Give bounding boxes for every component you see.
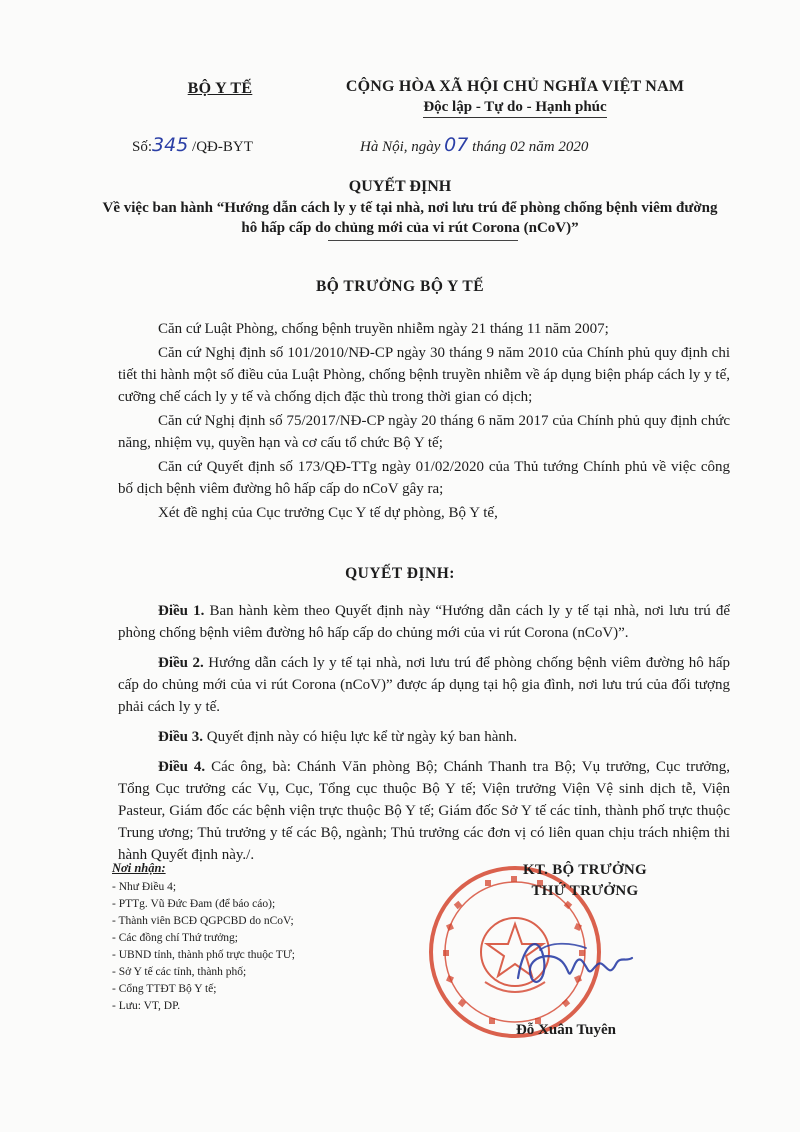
article-label: Điều 3. bbox=[158, 729, 203, 745]
list-item: - PTTg. Vũ Đức Đam (để báo cáo); bbox=[112, 898, 276, 910]
recipients-list bbox=[112, 879, 402, 1015]
list-item: - Cổng TTĐT Bộ Y tế; bbox=[112, 983, 217, 995]
place-date-prefix: Hà Nội, ngày bbox=[360, 139, 441, 155]
signer-role-secondary: THỨ TRƯỞNG bbox=[531, 883, 639, 899]
article-label: Điều 4. bbox=[158, 759, 206, 775]
article-3 bbox=[118, 726, 730, 748]
decide-heading: QUYẾT ĐỊNH: bbox=[345, 565, 455, 582]
recipients-title: Nơi nhận: bbox=[112, 861, 166, 875]
preamble-item: Xét đề nghị của Cục trưởng Cục Y tế dự phòng, Bộ Y tế, bbox=[158, 505, 498, 521]
document-number bbox=[132, 134, 253, 156]
preamble-item: Căn cứ Nghị định số 75/2017/NĐ-CP ngày 20 tháng 6 năm 2017 của Chính phủ quy định chức năng, nhiệm vụ, quyền hạn và cơ cấu tổ chức Bộ Y tế; bbox=[118, 413, 730, 451]
preamble-item: Căn cứ Nghị định số 101/2010/NĐ-CP ngày 30 tháng 9 năm 2010 của Chính phủ quy định chi tiết thi hành một số điều của Luật Phòng, chống bệnh truyền nhiễm về áp dụng biện pháp cách ly y tế, cưỡng chế cách ly y tế và chống dịch đặc thù trong thời gian có dịch; bbox=[118, 345, 730, 405]
signer-name: Đỗ Xuân Tuyên bbox=[515, 1022, 617, 1038]
national-motto: Độc lập - Tự do - Hạnh phúc bbox=[423, 99, 606, 118]
article-text: Các ông, bà: Chánh Văn phòng Bộ; Chánh Thanh tra Bộ; Vụ trưởng, Cục trưởng, Tổng Cục trưởng các Vụ, Cục, Tổng cục thuộc Bộ Y tế; Viện trưởng Viện Vệ sinh dịch tễ, Viện Pasteur, Giám đốc các bệnh viện trực thuộc Bộ Y tế; Giám đốc Sở Y tế các tỉnh, thành phố trực thuộc Trung ương; Thủ trưởng y tế các Bộ, ngành; Thủ trưởng các đơn vị có liên quan chịu trách nhiệm thi hành Quyết định này./. bbox=[118, 759, 731, 863]
preamble-item: Căn cứ Quyết định số 173/QĐ-TTg ngày 01/02/2020 của Thủ tướng Chính phủ về việc công bố dịch bệnh viêm đường hô hấp cấp do nCoV gây ra; bbox=[118, 459, 730, 497]
subject-underline bbox=[328, 240, 518, 241]
day-handwritten: 07 bbox=[444, 134, 469, 156]
agency-name: BỘ Y TẾ bbox=[187, 80, 253, 97]
preamble bbox=[118, 318, 730, 524]
place-date-suffix: tháng 02 năm 2020 bbox=[472, 139, 589, 155]
number-handwritten: 345 bbox=[152, 134, 189, 156]
article-text: Quyết định này có hiệu lực kể từ ngày ký ban hành. bbox=[203, 729, 518, 745]
place-date bbox=[360, 134, 680, 156]
article-text: Ban hành kèm theo Quyết định này “Hướng dẫn cách ly y tế tại nhà, nơi lưu trú để phòng chống bệnh viêm đường hô hấp cấp do chủng mới của vi rút Corona (nCoV)”. bbox=[118, 603, 730, 641]
list-item: - Như Điều 4; bbox=[112, 881, 177, 893]
list-item: - Thành viên BCĐ QGPCBD do nCoV; bbox=[112, 915, 294, 927]
handwritten-signature bbox=[510, 920, 640, 1000]
number-prefix: Số: bbox=[132, 139, 153, 155]
articles bbox=[118, 600, 730, 866]
agency-header bbox=[140, 80, 300, 98]
issuing-authority: BỘ TRƯỞNG BỘ Y TẾ bbox=[315, 278, 485, 295]
article-2 bbox=[118, 652, 730, 718]
preamble-item: Căn cứ Luật Phòng, chống bệnh truyền nhiễm ngày 21 tháng 11 năm 2007; bbox=[158, 321, 609, 337]
document-title: QUYẾT ĐỊNH bbox=[348, 178, 452, 195]
signer-role-primary: KT. BỘ TRƯỞNG bbox=[522, 862, 648, 878]
nation-name: CỘNG HÒA XÃ HỘI CHỦ NGHĨA VIỆT NAM bbox=[345, 78, 685, 95]
signature-block bbox=[440, 862, 730, 900]
recipients-block bbox=[112, 860, 402, 1015]
article-text: Hướng dẫn cách ly y tế tại nhà, nơi lưu trú để phòng chống bệnh viêm đường hô hấp cấp do chủng mới của vi rút Corona (nCoV)” được áp dụng tại hộ gia đình, nơi lưu trú của đối tượng phải cách ly y tế. bbox=[118, 655, 730, 715]
article-label: Điều 2. bbox=[158, 655, 204, 671]
article-1 bbox=[118, 600, 730, 644]
list-item: - Các đồng chí Thứ trưởng; bbox=[112, 932, 238, 944]
number-suffix: /QĐ-BYT bbox=[192, 139, 253, 155]
document-subject: Về việc ban hành “Hướng dẫn cách ly y tế tại nhà, nơi lưu trú để phòng chống bệnh viêm đường hô hấp cấp do chủng mới của vi rút Corona (nCoV)” bbox=[102, 200, 718, 236]
list-item: - UBND tỉnh, thành phố trực thuộc TƯ; bbox=[112, 949, 295, 961]
article-label: Điều 1. bbox=[158, 603, 205, 619]
list-item: - Lưu: VT, DP. bbox=[112, 1000, 181, 1012]
national-header bbox=[300, 78, 730, 118]
article-4 bbox=[118, 756, 730, 866]
list-item: - Sở Y tế các tỉnh, thành phố; bbox=[112, 966, 247, 978]
